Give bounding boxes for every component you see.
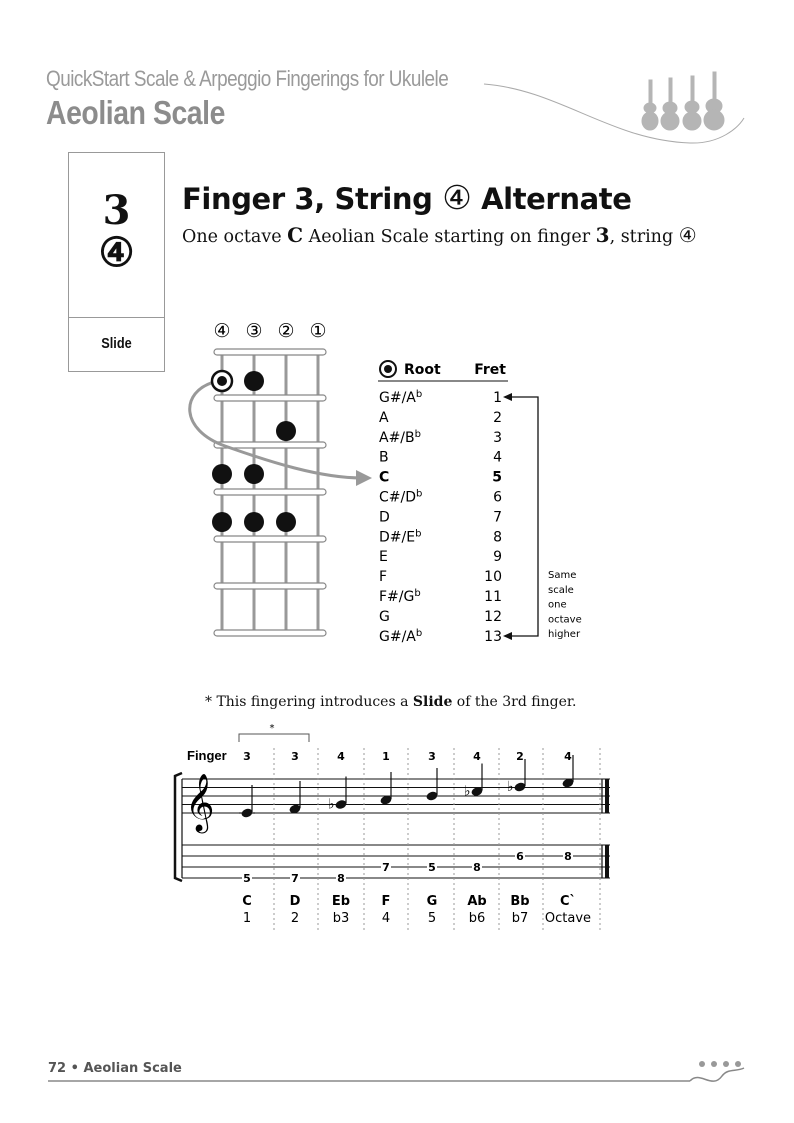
treble-clef: 𝄞 [185,773,215,831]
fret-number: 6 [493,489,502,506]
note-name: $A\#/B^b$ [379,428,421,446]
scale-degree: 4 [381,911,391,926]
note-name: F [379,569,388,586]
tab-number: 7 [382,861,390,874]
octave-note: one [548,599,567,611]
note-name: G [426,894,438,909]
fret-number: 1 [493,390,502,406]
string-number-label: ① [309,320,327,342]
fret-number: 9 [493,549,502,566]
finger-number: 1 [382,750,390,763]
fret-number: 3 [493,429,502,446]
finger-number: 3 [243,750,251,763]
tab-number: 7 [291,872,299,885]
flat-sign: ♭ [507,779,514,795]
note-name: A [379,409,389,426]
tab-number: 8 [473,861,481,874]
fret-number: 2 [493,409,502,426]
string-number-label: ③ [245,320,263,342]
octave-note: Same [548,570,577,581]
fret-label: Fret [474,362,506,378]
footer-separator: • [70,1061,79,1076]
title-string-symbol: ④ [442,178,472,217]
scale-degree: 1 [242,911,252,926]
footer-section: Aeolian Scale [83,1061,182,1076]
root-label: Root [404,362,441,378]
title-prefix: Finger 3, String [182,182,433,216]
note-name: $G\#/A^b$ [379,389,423,406]
octave-note: higher [548,629,581,641]
octave-note: scale [548,584,574,596]
scale-degree: Octave [544,911,592,926]
finger-number: 3 [428,750,436,763]
note-name: D [289,894,301,909]
tab-number: 6 [516,850,524,863]
flat-sign: ♭ [328,796,335,813]
note-name: Ab [467,894,487,909]
fret-number: 4 [493,449,502,466]
note-name: $C\#/D^b$ [379,488,423,506]
subtitle-text: Aeolian Scale starting on finger [303,227,596,247]
scale-degree: 2 [290,911,300,926]
tab-number: 8 [337,872,345,885]
note-name: $D\#/E^b$ [379,528,422,546]
note-name: D [379,509,390,526]
note-name: G [379,608,390,625]
fret-number: 13 [484,628,502,645]
tab-number: 5 [243,872,251,885]
finger-number: 3 [291,750,299,763]
subtitle-finger: 3 [595,223,610,247]
flat-sign: ♭ [464,783,471,800]
subtitle-text: One octave [182,227,288,247]
note-name: $F\#/G^b$ [379,588,421,605]
fret-number: 5 [492,469,502,486]
note-name: Bb [510,894,530,909]
tab-number: 5 [428,861,436,874]
finger-number: 4 [337,750,345,763]
fret-number: 8 [493,529,502,546]
title-suffix: Alternate [481,182,632,216]
scale-title: Aeolian Scale [46,94,225,131]
subtitle-text: , string [609,227,679,247]
note-name: B [379,449,389,466]
note-name: E [379,549,388,566]
note-name: C [242,894,252,909]
note-name: C` [559,894,577,909]
note-name: $G\#/A^b$ [379,627,423,645]
scale-degree: b7 [511,911,529,926]
slide-marker: * [269,723,275,734]
technique-label: Slide [101,335,132,352]
page-number: 72 [48,1061,67,1076]
finger-row-label: Finger [187,748,227,763]
fret-number: 12 [484,608,502,625]
finger-number: 4 [473,750,481,763]
scale-degree: 5 [427,911,437,926]
subtitle-key: C [287,223,304,247]
fret-number: 7 [493,509,502,526]
finger-number: 4 [564,750,572,763]
octave-note: octave [548,614,582,626]
footnote-bold: Slide [412,694,453,710]
note-name: C [379,469,390,486]
series-title: QuickStart Scale & Arpeggio Fingerings for Ukulele [46,66,449,91]
finger-number: 2 [516,750,524,763]
string-number-label: ② [277,320,295,342]
fret-number: 11 [484,589,502,605]
string-number: ④ [98,229,135,276]
subtitle-string: ④ [678,223,697,247]
footnote-text: of the 3rd finger. [452,694,577,710]
finger-number: 3 [102,187,131,234]
string-number-label: ④ [213,320,231,342]
scale-degree: b3 [332,911,350,926]
scale-degree: b6 [468,911,486,926]
tab-number: 8 [564,850,572,863]
fret-number: 10 [484,569,502,586]
note-name: Eb [331,894,351,909]
note-name: F [381,894,391,909]
footnote-text: * This fingering introduces a [205,694,413,710]
